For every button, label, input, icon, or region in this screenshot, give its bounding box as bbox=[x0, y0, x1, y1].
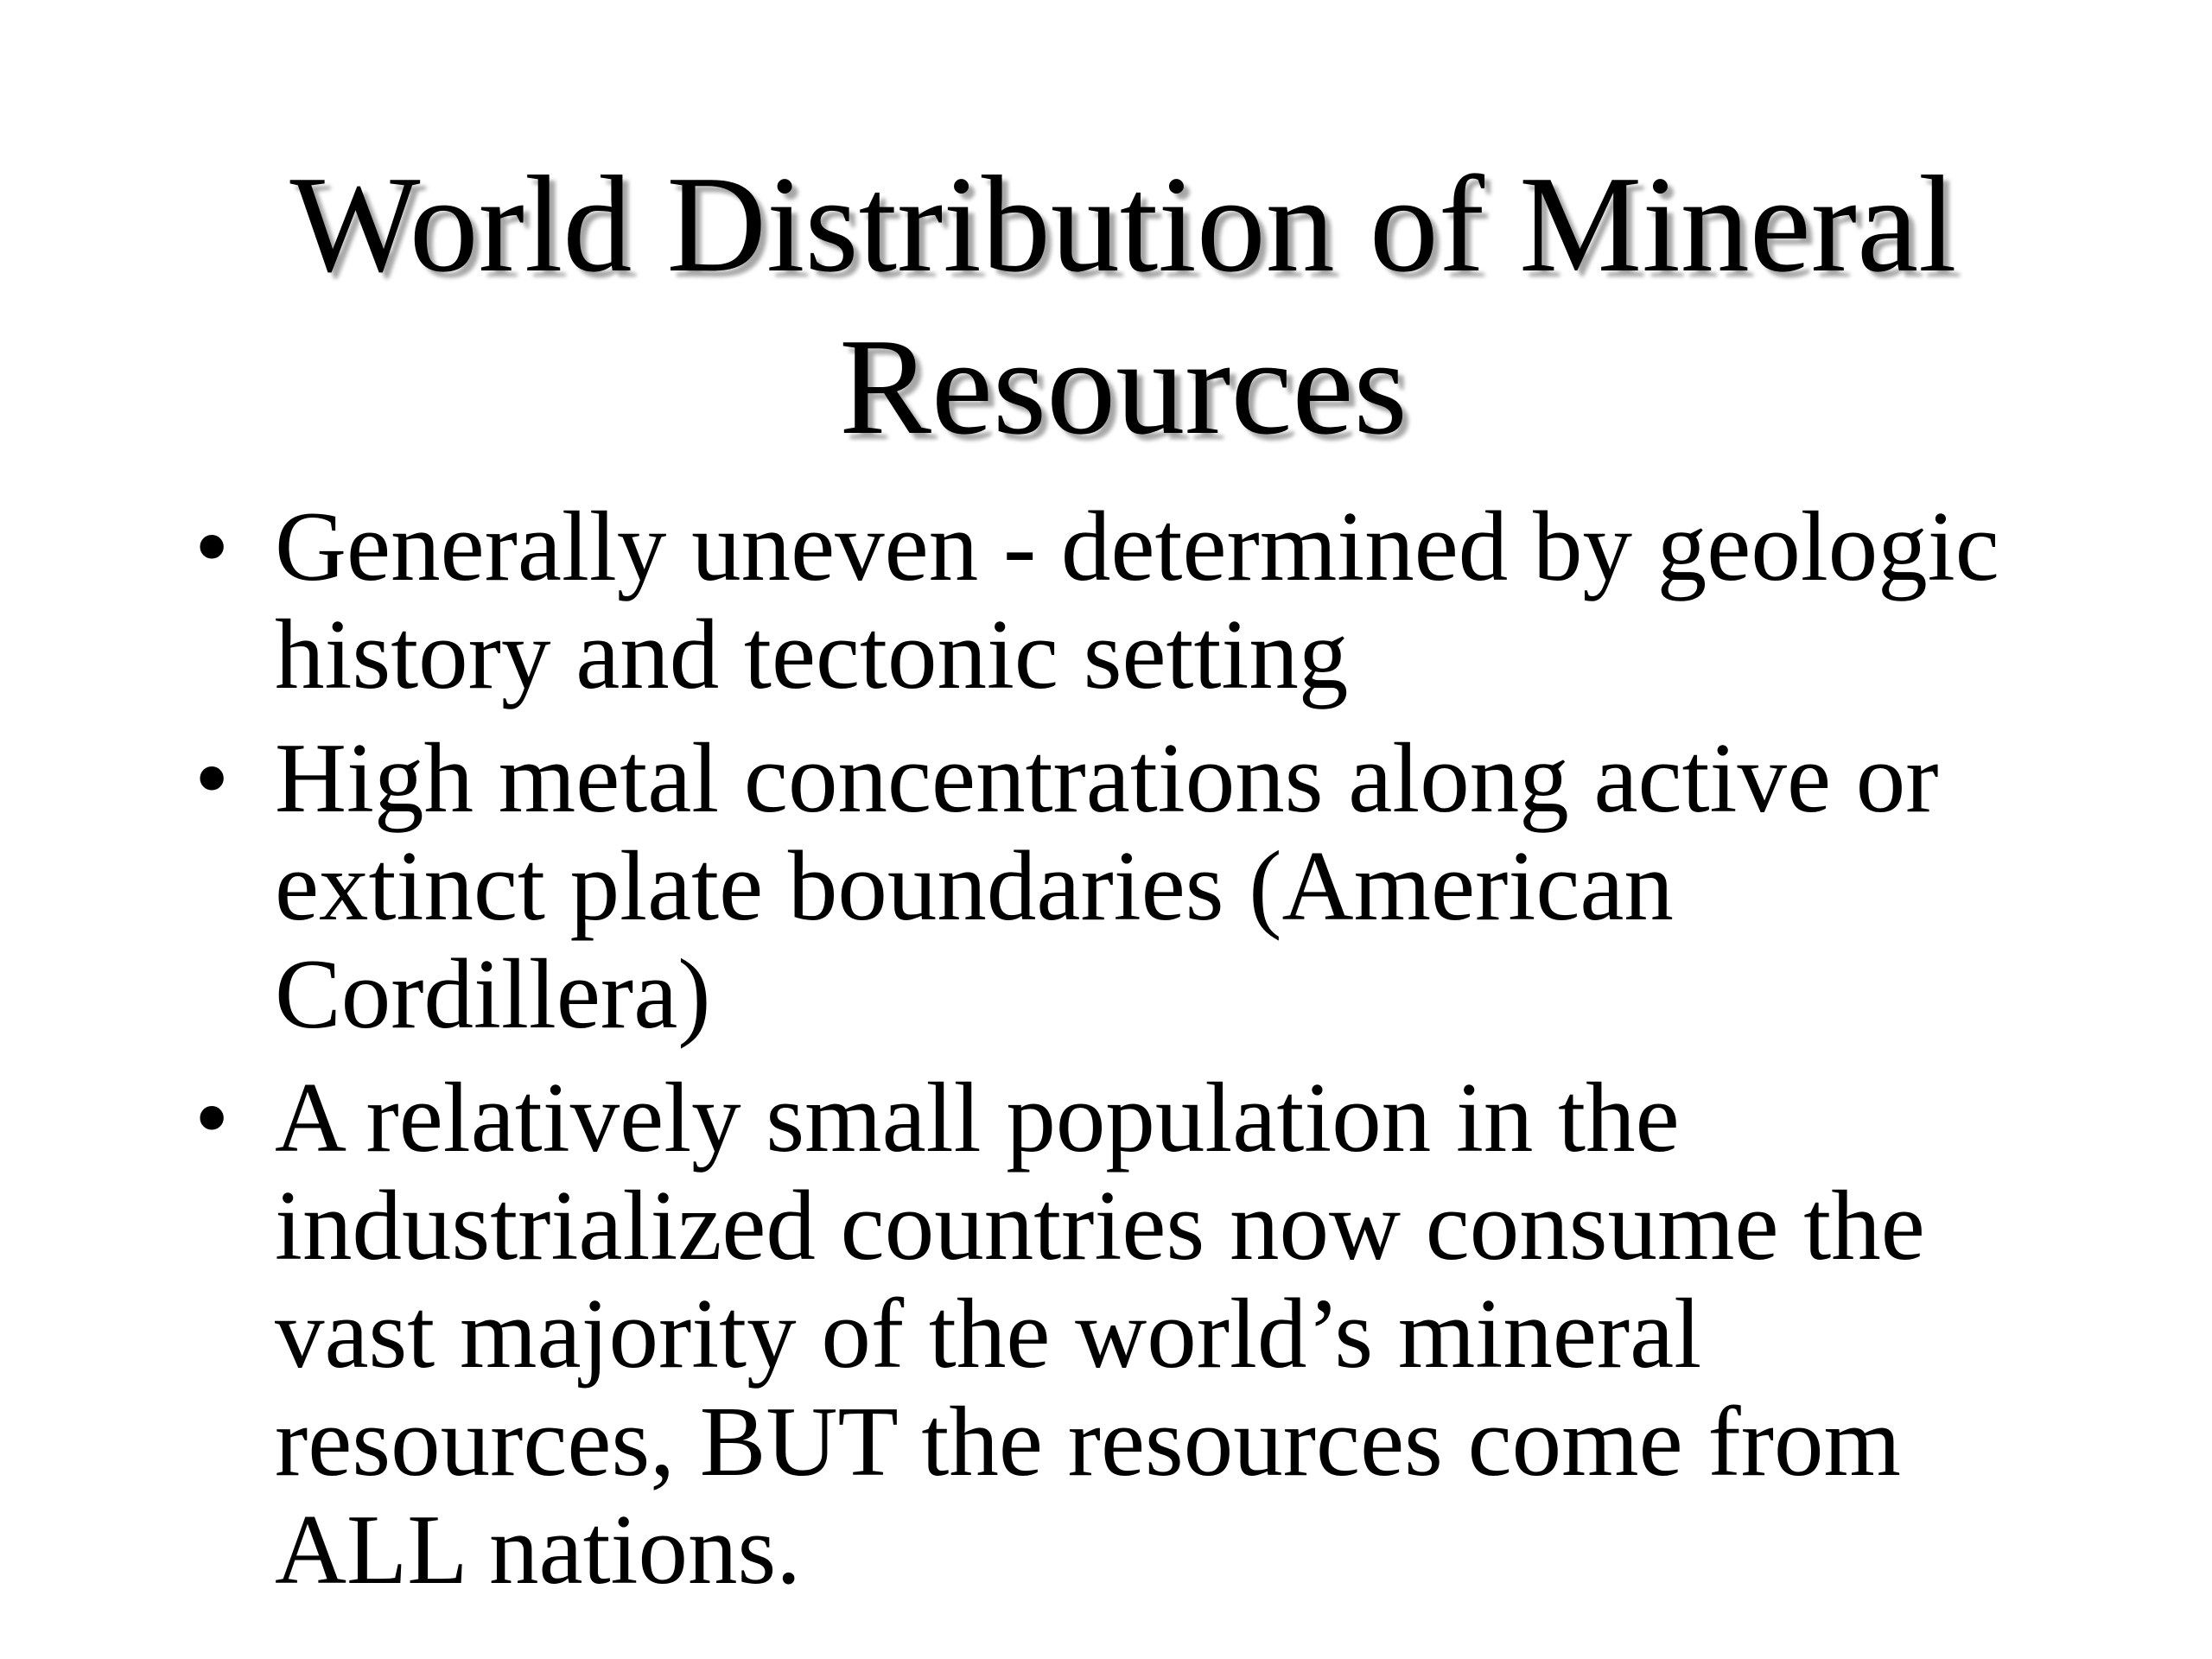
bullet-text bbox=[275, 493, 2113, 709]
bullet-line: Cordillera) bbox=[275, 939, 711, 1049]
bullet-line: vast majority of the world’s mineral bbox=[275, 1279, 1702, 1389]
bullet-text bbox=[275, 724, 2113, 1048]
bullet-line: Generally uneven - determined by geologic bbox=[275, 492, 1999, 601]
bullet-line: industrialized countries now consume the bbox=[275, 1171, 1925, 1281]
bullet-line: A relatively small population in the bbox=[275, 1063, 1680, 1173]
bullet-line: High metal concentrations along active or bbox=[275, 723, 1939, 833]
bullet-icon: • bbox=[194, 492, 230, 601]
title-line-1: World Distribution of Mineral bbox=[289, 147, 1957, 301]
bullet-item-2 bbox=[177, 724, 2113, 1048]
bullet-icon: • bbox=[194, 723, 230, 833]
bullet-item-1 bbox=[177, 493, 2113, 709]
slide-title bbox=[173, 143, 2074, 467]
bullet-line: ALL nations. bbox=[275, 1495, 801, 1605]
bullet-list bbox=[177, 493, 2113, 1619]
bullet-text bbox=[275, 1064, 2113, 1604]
bullet-line: extinct plate boundaries (American bbox=[275, 831, 1674, 941]
bullet-item-3 bbox=[177, 1064, 2113, 1604]
bullet-icon: • bbox=[194, 1063, 230, 1173]
bullet-line: history and tectonic setting bbox=[275, 600, 1349, 709]
bullet-line: resources, BUT the resources come from bbox=[275, 1387, 1901, 1497]
title-line-2: Resources bbox=[839, 309, 1408, 463]
